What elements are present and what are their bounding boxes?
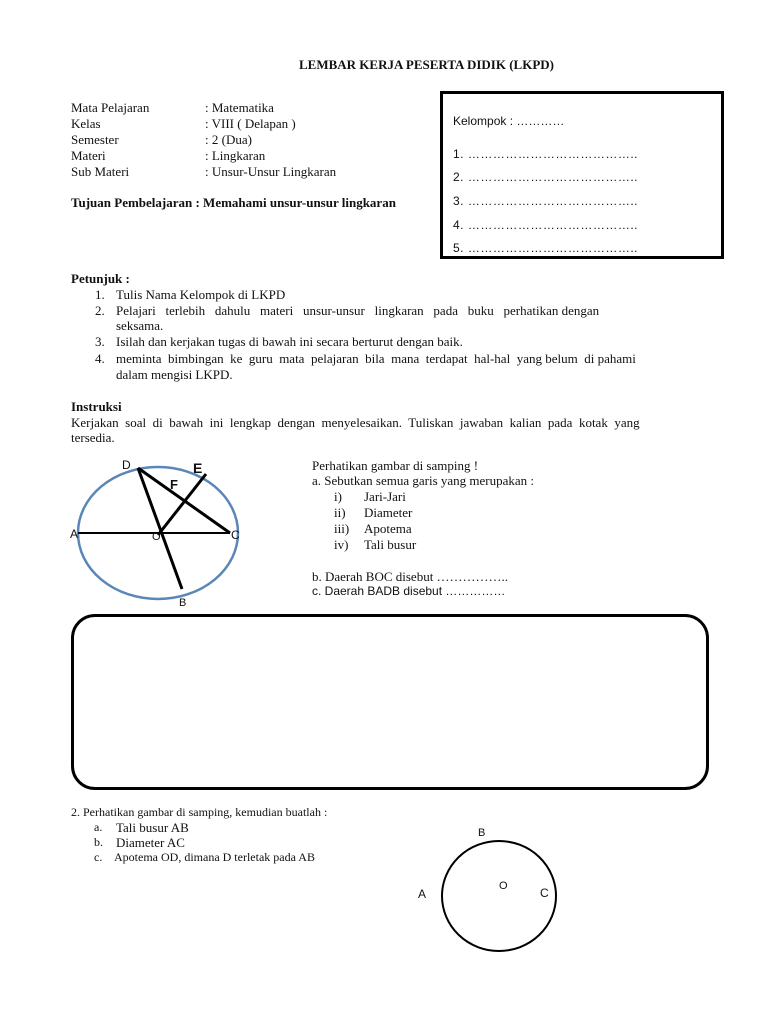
instruction-number-3: 3.: [95, 334, 105, 349]
instruction-text-4a: meminta bimbingan ke guru mata pelajaran bila mana terdapat hal-hal yang belum di pahami: [116, 351, 636, 366]
fig1-label-E: E: [193, 460, 203, 476]
instruction-text-3: Isilah dan kerjakan tugas di bawah ini secara berturut dengan baik.: [116, 334, 463, 349]
instruction-text-4b: dalam mengisi LKPD.: [116, 367, 233, 382]
q1-option-num-1: i): [334, 489, 342, 504]
q1-option-num-2: ii): [334, 505, 346, 520]
circle-figure-2: [440, 838, 580, 978]
instruction-text-2b: seksama.: [116, 318, 164, 333]
instructions-heading: Petunjuk :: [71, 271, 130, 286]
fig1-label-A: A: [70, 527, 79, 541]
q2-item-num-b: b.: [94, 835, 103, 849]
q1-option-text-3: Apotema: [364, 521, 412, 536]
q1-option-num-3: iii): [334, 521, 350, 536]
q1-option-text-2: Diameter: [364, 505, 413, 520]
q1-part-c: c. Daerah BADB disebut ……………: [312, 584, 506, 598]
info-value-semester: : 2 (Dua): [205, 132, 252, 147]
info-label-semester: Semester: [71, 132, 119, 147]
q2-item-num-c: c.: [94, 850, 103, 864]
group-box: [440, 91, 724, 259]
q2-item-num-a: a.: [94, 820, 103, 834]
instruction-number-4: 4.: [95, 351, 105, 366]
fig1-label-C: C: [231, 528, 240, 542]
group-member-2[interactable]: 2. …………………………………..: [453, 170, 639, 184]
fig1-label-B: B: [179, 597, 187, 609]
fig2-label-C: C: [540, 886, 549, 900]
q1-option-num-4: iv): [334, 537, 349, 552]
circle-outline-2: [442, 841, 556, 951]
info-label-class: Kelas: [71, 116, 101, 131]
fig2-label-B: B: [478, 827, 486, 839]
group-title: Kelompok : …………: [453, 114, 565, 128]
q2-intro: 2. Perhatikan gambar di samping, kemudian buatlah :: [71, 805, 328, 819]
fig2-label-O: O: [499, 880, 508, 892]
instruction-number-1: 1.: [95, 287, 105, 302]
instruction-text-2a: Pelajari terlebih dahulu materi unsur-unsur lingkaran pada buku perhatikan dengan: [116, 303, 600, 318]
info-label-subject: Mata Pelajaran: [71, 100, 150, 115]
task-text-2: tersedia.: [71, 430, 115, 445]
group-member-1[interactable]: 1. …………………………………..: [453, 147, 639, 161]
q1-part-b: b. Daerah BOC disebut ……………..: [312, 569, 509, 584]
fig1-label-O: O: [152, 531, 161, 543]
answer-box[interactable]: [71, 614, 709, 790]
task-text-1: Kerjakan soal di bawah ini lengkap dengan menyelesaikan. Tuliskan jawaban kalian pada kotak yang: [71, 415, 640, 430]
q2-item-text-a: Tali busur AB: [116, 820, 189, 835]
instruction-number-2: 2.: [95, 303, 105, 318]
q2-item-text-c: Apotema OD, dimana D terletak pada AB: [114, 850, 315, 864]
page-title: LEMBAR KERJA PESERTA DIDIK (LKPD): [299, 57, 554, 72]
fig1-label-D: D: [122, 458, 131, 472]
q1-option-text-1: Jari-Jari: [364, 489, 406, 504]
q1-option-text-4: Tali busur: [364, 537, 417, 552]
q2-item-text-b: Diameter AC: [116, 835, 185, 850]
info-value-subtopic: : Unsur-Unsur Lingkaran: [205, 164, 337, 179]
fig2-label-A: A: [418, 887, 427, 901]
task-heading: Instruksi: [71, 399, 122, 414]
q1-intro: Perhatikan gambar di samping !: [312, 458, 479, 473]
learning-objective: Tujuan Pembelajaran : Memahami unsur-unsur lingkaran: [71, 195, 396, 210]
group-member-5[interactable]: 5. …………………………………..: [453, 241, 639, 255]
fig1-label-F: F: [170, 477, 178, 492]
info-value-class: : VIII ( Delapan ): [205, 116, 296, 131]
info-value-topic: : Lingkaran: [205, 148, 266, 163]
instruction-text-1: Tulis Nama Kelompok di LKPD: [116, 287, 286, 302]
group-member-3[interactable]: 3. …………………………………..: [453, 194, 639, 208]
segment-OE: [158, 474, 206, 535]
q1-part-a: a. Sebutkan semua garis yang merupakan :: [312, 473, 535, 488]
info-label-subtopic: Sub Materi: [71, 164, 130, 179]
group-member-4[interactable]: 4. …………………………………..: [453, 218, 639, 232]
info-label-topic: Materi: [71, 148, 106, 163]
info-value-subject: : Matematika: [205, 100, 274, 115]
